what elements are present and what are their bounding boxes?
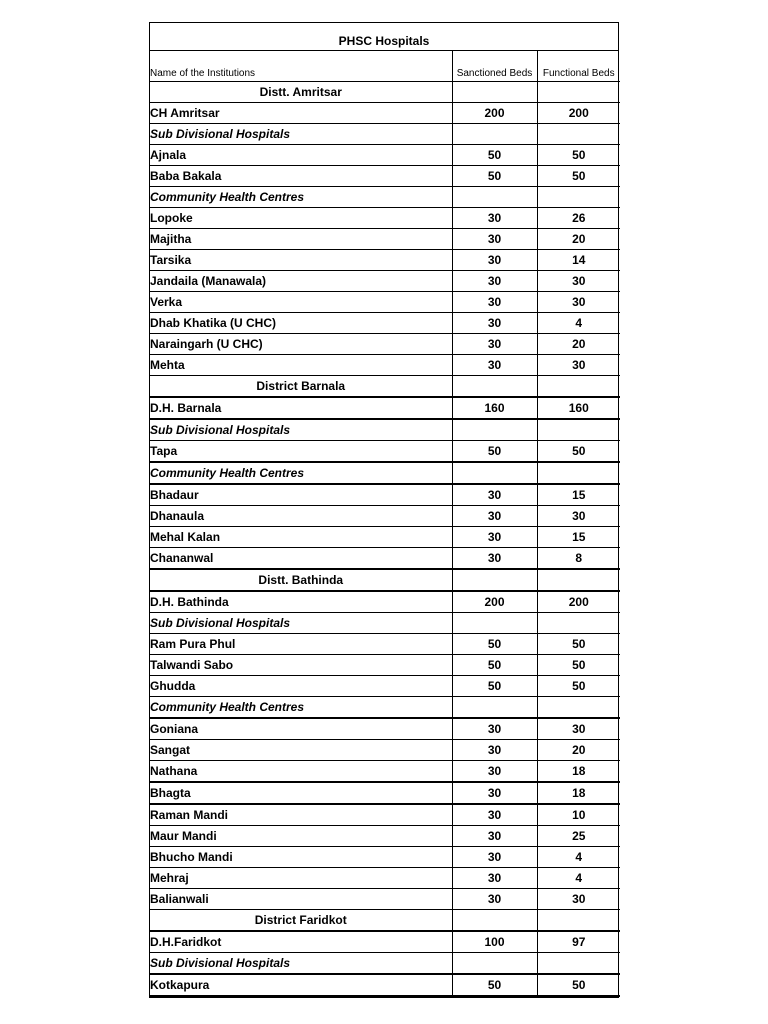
table-row bbox=[150, 397, 620, 419]
sanctioned-beds-cell: 30 bbox=[452, 270, 537, 291]
sanctioned-beds-cell bbox=[452, 81, 537, 102]
table-row bbox=[150, 846, 620, 867]
category-label: Community Health Centres bbox=[150, 186, 452, 207]
functional-beds-cell bbox=[537, 186, 620, 207]
institution-name: Tarsika bbox=[150, 249, 452, 270]
district-header-row bbox=[150, 81, 620, 102]
table-row bbox=[150, 547, 620, 569]
sanctioned-beds-cell: 50 bbox=[452, 633, 537, 654]
sanctioned-beds-cell: 30 bbox=[452, 312, 537, 333]
sanctioned-beds-cell: 50 bbox=[452, 144, 537, 165]
table-row bbox=[150, 931, 620, 953]
institution-name: Majitha bbox=[150, 228, 452, 249]
sanctioned-beds-cell bbox=[452, 375, 537, 397]
sanctioned-beds-cell bbox=[452, 186, 537, 207]
category-label: Community Health Centres bbox=[150, 696, 452, 718]
sanctioned-beds-cell: 30 bbox=[452, 846, 537, 867]
table-row bbox=[150, 718, 620, 740]
functional-beds-cell bbox=[537, 123, 620, 144]
sanctioned-beds-cell: 30 bbox=[452, 291, 537, 312]
functional-beds-cell: 20 bbox=[537, 228, 620, 249]
sanctioned-beds-cell: 50 bbox=[452, 974, 537, 996]
functional-beds-cell: 97 bbox=[537, 931, 620, 953]
functional-beds-cell: 50 bbox=[537, 440, 620, 462]
sanctioned-beds-cell: 30 bbox=[452, 718, 537, 740]
table-row bbox=[150, 291, 620, 312]
functional-beds-cell: 20 bbox=[537, 739, 620, 760]
functional-beds-cell: 8 bbox=[537, 547, 620, 569]
institution-name: Dhab Khatika (U CHC) bbox=[150, 312, 452, 333]
sanctioned-beds-cell: 30 bbox=[452, 354, 537, 375]
sanctioned-beds-cell: 100 bbox=[452, 931, 537, 953]
institution-name: CH Amritsar bbox=[150, 102, 452, 123]
sanctioned-beds-cell: 50 bbox=[452, 654, 537, 675]
sanctioned-beds-cell bbox=[452, 419, 537, 441]
sanctioned-beds-cell: 30 bbox=[452, 249, 537, 270]
sanctioned-beds-cell: 200 bbox=[452, 591, 537, 613]
functional-beds-cell: 18 bbox=[537, 782, 620, 804]
institution-name: Mehta bbox=[150, 354, 452, 375]
table-row bbox=[150, 974, 620, 996]
functional-beds-cell bbox=[537, 81, 620, 102]
table-row bbox=[150, 312, 620, 333]
district-name: Distt. Amritsar bbox=[150, 81, 452, 102]
functional-beds-cell: 200 bbox=[537, 591, 620, 613]
sanctioned-beds-cell: 30 bbox=[452, 505, 537, 526]
category-header-row bbox=[150, 462, 620, 484]
sanctioned-beds-cell: 30 bbox=[452, 760, 537, 782]
functional-beds-cell bbox=[537, 569, 620, 591]
district-name: Distt. Bathinda bbox=[150, 569, 452, 591]
institution-name: Sangat bbox=[150, 739, 452, 760]
sanctioned-beds-cell: 30 bbox=[452, 484, 537, 506]
table-row bbox=[150, 165, 620, 186]
sanctioned-beds-cell bbox=[452, 696, 537, 718]
functional-beds-cell bbox=[537, 909, 620, 931]
name-column-header: Name of the Institutions bbox=[150, 51, 452, 81]
table-row bbox=[150, 333, 620, 354]
sanctioned-beds-cell: 50 bbox=[452, 675, 537, 696]
table-row bbox=[150, 354, 620, 375]
institution-name: Ram Pura Phul bbox=[150, 633, 452, 654]
functional-beds-cell: 30 bbox=[537, 291, 620, 312]
institution-name: Bhucho Mandi bbox=[150, 846, 452, 867]
sanctioned-beds-cell: 30 bbox=[452, 333, 537, 354]
sanctioned-beds-cell bbox=[452, 612, 537, 633]
functional-beds-cell bbox=[537, 462, 620, 484]
table-row bbox=[150, 867, 620, 888]
sanctioned-beds-cell: 30 bbox=[452, 782, 537, 804]
table-row bbox=[150, 505, 620, 526]
functional-beds-cell: 30 bbox=[537, 354, 620, 375]
district-name: District Faridkot bbox=[150, 909, 452, 931]
table-row bbox=[150, 739, 620, 760]
sanctioned-beds-cell: 200 bbox=[452, 102, 537, 123]
category-header-row bbox=[150, 696, 620, 718]
table-row bbox=[150, 825, 620, 846]
functional-beds-cell: 50 bbox=[537, 633, 620, 654]
category-header-row bbox=[150, 419, 620, 441]
table-body bbox=[150, 51, 620, 996]
functional-beds-cell: 4 bbox=[537, 846, 620, 867]
table-row bbox=[150, 591, 620, 613]
institution-name: Tapa bbox=[150, 440, 452, 462]
sanctioned-beds-cell: 30 bbox=[452, 825, 537, 846]
category-header-row bbox=[150, 952, 620, 974]
functional-beds-cell: 4 bbox=[537, 312, 620, 333]
functional-beds-cell: 50 bbox=[537, 144, 620, 165]
table-row bbox=[150, 228, 620, 249]
table-row bbox=[150, 804, 620, 826]
table-row bbox=[150, 270, 620, 291]
hospital-beds-table bbox=[150, 51, 620, 997]
functional-beds-cell: 50 bbox=[537, 165, 620, 186]
institution-name: D.H. Bathinda bbox=[150, 591, 452, 613]
table-row bbox=[150, 102, 620, 123]
sanctioned-beds-cell: 30 bbox=[452, 867, 537, 888]
institution-name: Jandaila (Manawala) bbox=[150, 270, 452, 291]
institution-name: Dhanaula bbox=[150, 505, 452, 526]
functional-beds-cell: 10 bbox=[537, 804, 620, 826]
sanctioned-beds-cell bbox=[452, 952, 537, 974]
category-label: Sub Divisional Hospitals bbox=[150, 419, 452, 441]
functional-beds-cell: 30 bbox=[537, 888, 620, 909]
column-header-row bbox=[150, 51, 620, 81]
table-row bbox=[150, 526, 620, 547]
functional-beds-column-header: Functional Beds bbox=[537, 51, 620, 81]
institution-name: Ghudda bbox=[150, 675, 452, 696]
functional-beds-cell bbox=[537, 952, 620, 974]
category-label: Sub Divisional Hospitals bbox=[150, 612, 452, 633]
table-row bbox=[150, 440, 620, 462]
functional-beds-cell bbox=[537, 419, 620, 441]
table-row bbox=[150, 484, 620, 506]
institution-name: Mehal Kalan bbox=[150, 526, 452, 547]
functional-beds-cell: 14 bbox=[537, 249, 620, 270]
institution-name: D.H.Faridkot bbox=[150, 931, 452, 953]
institution-name: Talwandi Sabo bbox=[150, 654, 452, 675]
institution-name: Lopoke bbox=[150, 207, 452, 228]
sanctioned-beds-cell: 30 bbox=[452, 804, 537, 826]
table-row bbox=[150, 633, 620, 654]
sanctioned-beds-cell: 30 bbox=[452, 739, 537, 760]
sanctioned-beds-cell: 30 bbox=[452, 547, 537, 569]
sanctioned-beds-column-header: Sanctioned Beds bbox=[452, 51, 537, 81]
district-name: District Barnala bbox=[150, 375, 452, 397]
table-row bbox=[150, 249, 620, 270]
functional-beds-cell: 50 bbox=[537, 654, 620, 675]
category-label: Sub Divisional Hospitals bbox=[150, 952, 452, 974]
institution-name: Ajnala bbox=[150, 144, 452, 165]
functional-beds-cell: 26 bbox=[537, 207, 620, 228]
table-row bbox=[150, 782, 620, 804]
institution-name: Chananwal bbox=[150, 547, 452, 569]
table-row bbox=[150, 675, 620, 696]
sanctioned-beds-cell: 50 bbox=[452, 165, 537, 186]
table-row bbox=[150, 207, 620, 228]
functional-beds-cell: 50 bbox=[537, 974, 620, 996]
functional-beds-cell bbox=[537, 696, 620, 718]
functional-beds-cell: 25 bbox=[537, 825, 620, 846]
functional-beds-cell: 30 bbox=[537, 270, 620, 291]
table-row bbox=[150, 760, 620, 782]
category-header-row bbox=[150, 612, 620, 633]
institution-name: Kotkapura bbox=[150, 974, 452, 996]
institution-name: Nathana bbox=[150, 760, 452, 782]
institution-name: Balianwali bbox=[150, 888, 452, 909]
sanctioned-beds-cell: 30 bbox=[452, 526, 537, 547]
sanctioned-beds-cell: 160 bbox=[452, 397, 537, 419]
institution-name: Raman Mandi bbox=[150, 804, 452, 826]
sanctioned-beds-cell: 30 bbox=[452, 228, 537, 249]
category-header-row bbox=[150, 123, 620, 144]
table-row bbox=[150, 144, 620, 165]
institution-name: Naraingarh (U CHC) bbox=[150, 333, 452, 354]
functional-beds-cell: 30 bbox=[537, 505, 620, 526]
institution-name: Goniana bbox=[150, 718, 452, 740]
district-header-row bbox=[150, 375, 620, 397]
functional-beds-cell: 160 bbox=[537, 397, 620, 419]
functional-beds-cell: 200 bbox=[537, 102, 620, 123]
functional-beds-cell: 20 bbox=[537, 333, 620, 354]
sanctioned-beds-cell bbox=[452, 569, 537, 591]
institution-name: Mehraj bbox=[150, 867, 452, 888]
institution-name: D.H. Barnala bbox=[150, 397, 452, 419]
functional-beds-cell: 18 bbox=[537, 760, 620, 782]
hospital-table-sheet bbox=[149, 22, 619, 998]
table-row bbox=[150, 654, 620, 675]
functional-beds-cell bbox=[537, 612, 620, 633]
table-row bbox=[150, 888, 620, 909]
sanctioned-beds-cell bbox=[452, 909, 537, 931]
category-header-row bbox=[150, 186, 620, 207]
sanctioned-beds-cell: 30 bbox=[452, 888, 537, 909]
category-label: Community Health Centres bbox=[150, 462, 452, 484]
institution-name: Baba Bakala bbox=[150, 165, 452, 186]
table-title: PHSC Hospitals bbox=[150, 23, 618, 51]
district-header-row bbox=[150, 569, 620, 591]
sanctioned-beds-cell: 50 bbox=[452, 440, 537, 462]
functional-beds-cell: 50 bbox=[537, 675, 620, 696]
sanctioned-beds-cell bbox=[452, 123, 537, 144]
sanctioned-beds-cell: 30 bbox=[452, 207, 537, 228]
functional-beds-cell: 4 bbox=[537, 867, 620, 888]
functional-beds-cell: 15 bbox=[537, 484, 620, 506]
category-label: Sub Divisional Hospitals bbox=[150, 123, 452, 144]
institution-name: Verka bbox=[150, 291, 452, 312]
institution-name: Maur Mandi bbox=[150, 825, 452, 846]
functional-beds-cell bbox=[537, 375, 620, 397]
district-header-row bbox=[150, 909, 620, 931]
sanctioned-beds-cell bbox=[452, 462, 537, 484]
institution-name: Bhagta bbox=[150, 782, 452, 804]
functional-beds-cell: 15 bbox=[537, 526, 620, 547]
institution-name: Bhadaur bbox=[150, 484, 452, 506]
functional-beds-cell: 30 bbox=[537, 718, 620, 740]
